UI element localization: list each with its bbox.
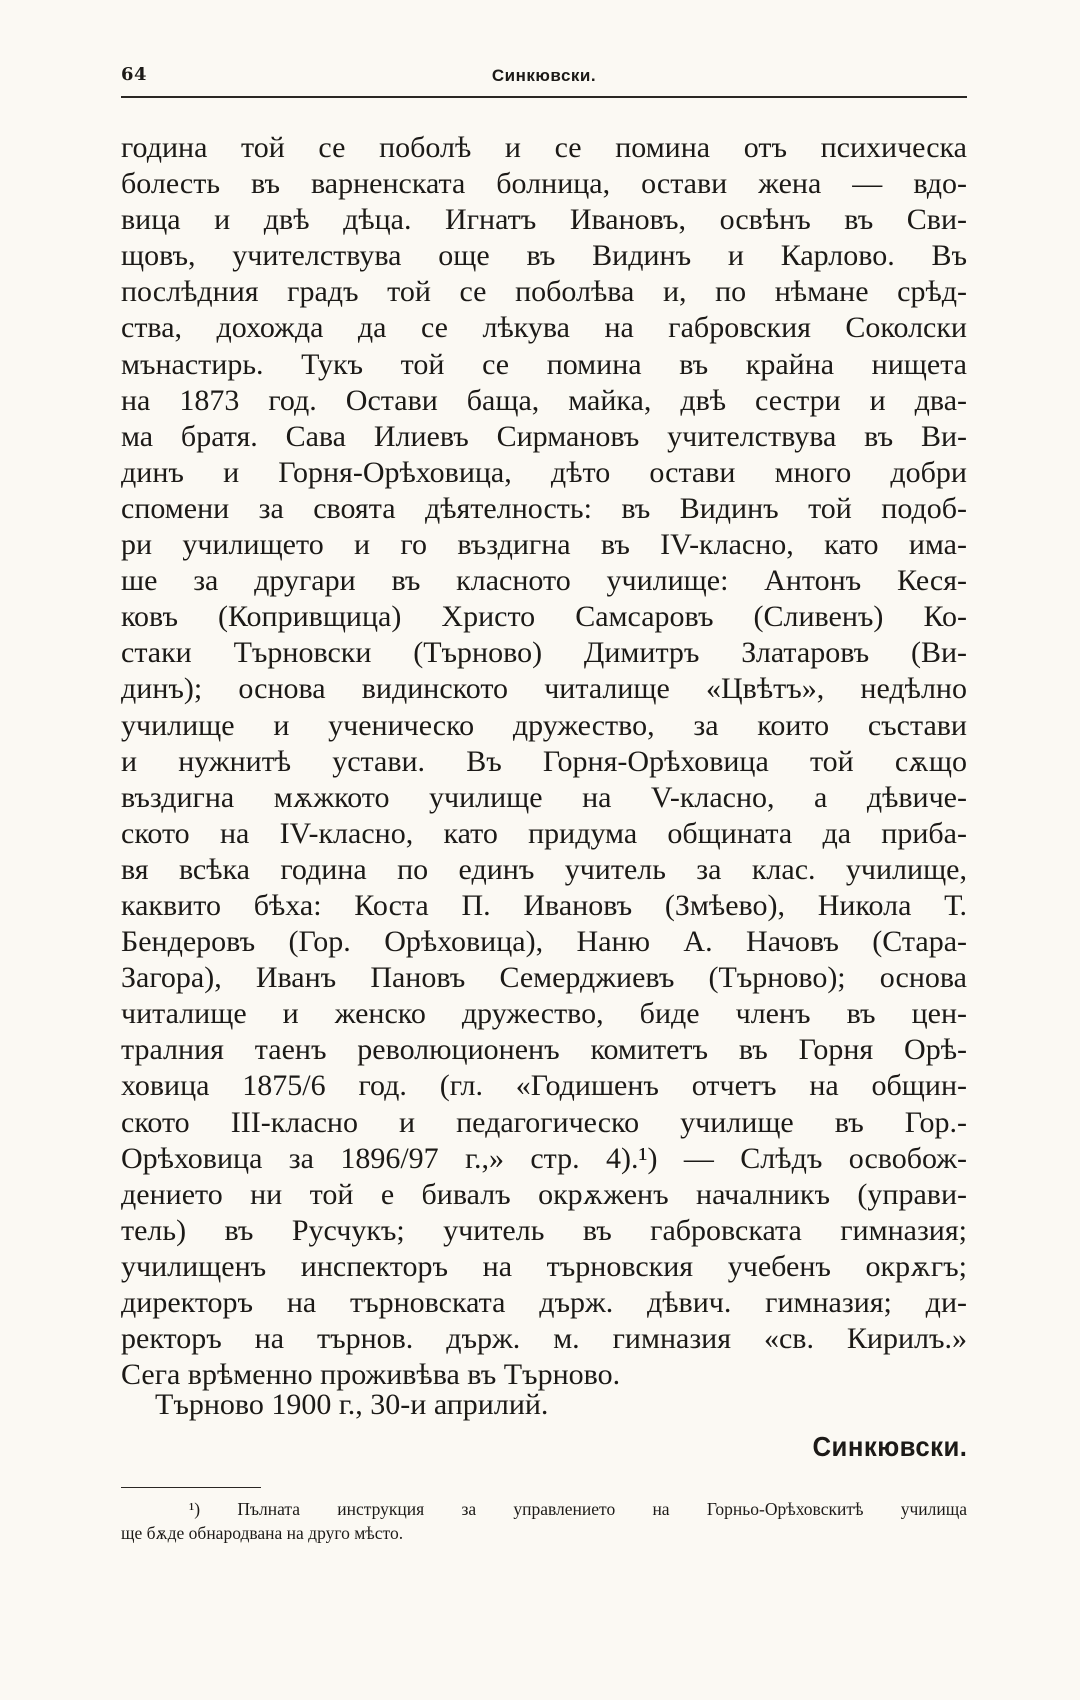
text-line: училище и ученическо дружество, за които състави (121, 708, 967, 742)
page-header (121, 60, 967, 100)
text-line: ковъ (Копривщица) Христо Самсаровъ (Сливенъ) Ко- (121, 600, 967, 634)
text-line: вица и двѣ дѣца. Игнатъ Ивановъ, освѣнъ въ Сви- (121, 203, 967, 237)
text-line: динъ и Горня-Орѣховица, дѣто остави много добри (121, 455, 967, 489)
running-head: Синкювски. (491, 66, 597, 85)
text-line: читалище и женско дружество, биде членъ въ цен- (121, 997, 967, 1031)
text-line: Орѣховица за 1896/97 г.,» стр. 4).¹) — Слѣдъ освобож- (121, 1141, 967, 1175)
text-line: ства, дохожда да се лѣкува на габровския Соколски (121, 311, 967, 345)
footnote-rule (121, 1487, 261, 1488)
text-line: ри училището и го въздигна въ IV-класно, като има- (121, 528, 967, 562)
text-line: болесть въ варненската болница, остави жена — вдо- (121, 167, 967, 201)
text-line: въздигна мѫжкото училище на V-класно, а дѣвиче- (121, 780, 967, 814)
text-line: вя всѣка година по единъ учитель за клас. училище, (121, 852, 967, 886)
text-line: тель) въ Русчукъ; учитель въ габровската гимназия; (121, 1213, 967, 1247)
text-line: спомени за своята дѣятелность: въ Видинъ той подоб- (121, 491, 967, 525)
text-line: година той се поболѣ и се помина отъ психическа (121, 131, 967, 164)
text-line: динъ); основа видинското читалище «Цвѣтъ», недѣлно (121, 672, 967, 706)
footnote-line: ¹) Пълната инструкция за управлението на Горньо-Орѣховскитѣ училища (189, 1499, 967, 1519)
text-line: ректоръ на търнов. държ. м. гимназия «св. Кирилъ.» (121, 1322, 967, 1356)
text-line: директоръ на търновската държ. дѣвич. гимназия; ди- (121, 1286, 967, 1319)
text-line: послѣдния градъ той се поболѣва и, по нѣмане срѣд- (121, 275, 967, 309)
text-line: дението ни той е бивалъ окрѫженъ началникъ (управи- (121, 1177, 967, 1211)
text-line: ското на IV-класно, като придума общината да приба- (121, 816, 967, 850)
header-rule (121, 96, 967, 98)
page-number: 64 (121, 64, 148, 85)
text-line: Бендеровъ (Гор. Орѣховица), Наню А. Начовъ (Стара- (121, 925, 967, 959)
text-line: ше за другари въ класното училище: Антонъ Кеся- (121, 564, 967, 598)
text-line: на 1873 год. Остави баща, майка, двѣ сестри и два- (121, 383, 967, 417)
body-text (121, 130, 967, 1393)
text-line: ското III-класно и педагогическо училище въ Гор.- (121, 1105, 967, 1139)
text-line: стаки Търновски (Търново) Димитръ Златаровъ (Ви- (121, 636, 967, 670)
text-line: ма братя. Сава Илиевъ Сирмановъ учителствува въ Ви- (121, 419, 967, 453)
dateline: Търново 1900 г., 30-и априлий. (155, 1388, 549, 1421)
text-line: училищенъ инспекторъ на търновския учебенъ окрѫгъ; (121, 1249, 967, 1283)
text-line: каквито бѣха: Коста П. Ивановъ (Змѣево), Никола Т. (121, 888, 967, 922)
footnote (121, 1497, 967, 1545)
text-line: Сега врѣменно проживѣва въ Търново. (121, 1358, 621, 1392)
footnote-line: ще бѫде обнародвана на друго мѣсто. (121, 1523, 404, 1543)
text-line: щовъ, учителствува още въ Видинъ и Карлово. Въ (121, 239, 967, 273)
text-line: мънастирь. Тукъ той се помина въ крайна нищета (121, 347, 967, 381)
text-line: и нужнитѣ устави. Въ Горня-Орѣховица той сѫщо (121, 744, 967, 778)
author-signature: Синкювски. (812, 1431, 967, 1462)
text-line: ховица 1875/6 год. (гл. «Годишенъ отчетъ на общин- (121, 1069, 967, 1103)
text-line: тралния таенъ революционенъ комитетъ въ Горня Орѣ- (121, 1033, 967, 1067)
text-line: Загора), Иванъ Пановъ Семерджиевъ (Търново); основа (121, 961, 967, 995)
